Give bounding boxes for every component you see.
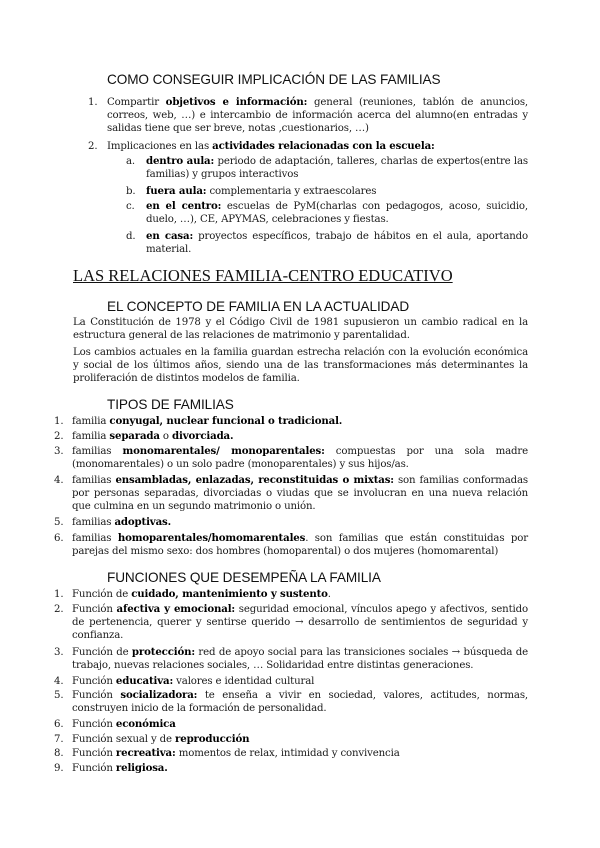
item-text: son familias conformadas por personas separadas, divorciadas o viudas que se involucran en una nueva relación que culmina en un segundo matrimonio o unión. — [72, 475, 528, 513]
item-bold: divorciada. — [172, 430, 234, 442]
item-bold: en casa: — [146, 230, 194, 242]
item-bold: recreativa: — [115, 747, 176, 759]
list-item — [54, 588, 528, 601]
list-item — [54, 516, 528, 529]
section-title-funciones: FUNCIONES QUE DESEMPEÑA LA FAMILIA — [107, 570, 381, 585]
item-number: 7. — [54, 734, 64, 745]
item-number: 1. — [54, 416, 64, 427]
item-bold: afectiva y emocional: — [116, 603, 236, 615]
item-number: 5. — [54, 690, 64, 701]
section-title-relaciones: LAS RELACIONES FAMILIA-CENTRO EDUCATIVO — [73, 266, 453, 285]
item-text: familias — [72, 533, 118, 544]
item-text: Función — [72, 748, 116, 759]
list-item — [54, 474, 528, 514]
item-number: 1. — [88, 97, 98, 108]
item-bold: homoparentales/homomarentales — [117, 532, 306, 544]
list-item — [126, 230, 528, 256]
item-text: Función — [72, 676, 116, 687]
section-title-implicacion: COMO CONSEGUIR IMPLICACIÓN DE LAS FAMILIAS — [107, 72, 441, 87]
item-letter: a. — [126, 156, 136, 167]
item-bold: fuera aula: — [146, 185, 207, 197]
item-number: 6. — [54, 719, 64, 730]
concepto-para-1: La Constitución de 1978 y el Código Civil de 1981 supusieron un cambio radical en la estructura general de las relaciones de matrimonio y parentalidad. — [73, 317, 528, 342]
item-bold: protección: — [131, 646, 195, 658]
item-bold: adoptivas. — [114, 516, 172, 528]
section-title-concepto: EL CONCEPTO DE FAMILIA EN LA ACTUALIDAD — [107, 299, 410, 314]
list-item — [54, 415, 528, 428]
item-bold: religiosa. — [115, 762, 168, 774]
item-text: seguridad emocional, vínculos apego y afectivos, sentido de pertenencia, querer y sentirse querido → desarrollo de sentimientos de seguridad y confianza. — [72, 604, 528, 642]
item-number: 4. — [54, 475, 64, 486]
item-text: Función — [72, 690, 121, 701]
item-bold: cuidado, mantenimiento y sustento — [131, 588, 328, 600]
item-bold: separada — [109, 430, 160, 442]
item-bold: socializadora: — [120, 689, 198, 701]
list-item — [54, 445, 528, 471]
item-text: . — [327, 589, 331, 600]
item-text: Función de — [72, 647, 132, 658]
item-bold: ensambladas, enlazadas, reconstituidas o mixtas: — [115, 474, 394, 486]
list-item — [54, 747, 528, 760]
list-item — [54, 733, 528, 746]
item-text: Función — [72, 604, 117, 615]
item-bold: monomarentales/ monoparentales: — [122, 445, 325, 457]
item-text: Compartir — [107, 97, 166, 108]
item-number: 3. — [54, 647, 64, 658]
item-text: Función — [72, 763, 116, 774]
item-number: 8. — [54, 748, 64, 759]
item-text: Función de — [72, 589, 132, 600]
list-item — [54, 430, 528, 443]
list-item — [88, 96, 528, 136]
list-item — [126, 185, 528, 198]
list-item — [54, 603, 528, 643]
item-text: te enseña a vivir en sociedad, valores, actitudes, normas, construyen inicio de la formación de personalidad. — [72, 690, 529, 715]
list-item — [126, 200, 528, 226]
item-bold: en el centro: — [146, 200, 222, 212]
list-item — [54, 532, 528, 558]
item-number: 5. — [54, 517, 64, 528]
item-text: familias — [72, 517, 115, 528]
item-bold: conyugal, nuclear funcional o tradicional. — [109, 415, 343, 427]
item-letter: c. — [126, 201, 135, 212]
item-text: red de apoyo social para las transiciones sociales → búsqueda de trabajo, nuevas relaciones sociales, … Solidaridad entre distintas generaciones. — [72, 647, 528, 672]
list-item — [54, 675, 528, 688]
item-text: Función — [72, 719, 116, 730]
item-number: 2. — [54, 604, 64, 615]
item-number: 3. — [54, 446, 64, 457]
item-number: 2. — [88, 141, 98, 152]
section-title-tipos: TIPOS DE FAMILIAS — [107, 397, 234, 412]
item-number: 1. — [54, 589, 64, 600]
list-item — [54, 646, 528, 672]
item-bold: dentro aula: — [146, 155, 215, 167]
item-number: 2. — [54, 431, 64, 442]
item-text: escuelas de PyM(charlas con pedagogos, acoso, suicidio, duelo, …), CE, APYMAS, celebraciones y fiestas. — [146, 201, 529, 226]
concepto-para-2: Los cambios actuales en la familia guardan estrecha relación con la evolución económica y social de los últimos años, siendo una de las transformaciones más determinantes la proliferación de distintos modelos de familia. — [73, 347, 528, 385]
item-text: familias — [72, 446, 123, 457]
list-item — [88, 140, 528, 153]
item-text: valores e identidad cultural — [173, 676, 315, 687]
item-text: . son familias que están constituidas por parejas del mismo sexo: dos hombres (homoparental) o dos mujeres (homomarental) — [72, 533, 528, 558]
item-text: periodo de adaptación, talleres, charlas de expertos(entre las familias) y grupos interactivos — [146, 156, 528, 181]
item-text: proyectos específicos, trabajo de hábitos en el aula, aportando material. — [146, 231, 529, 256]
list-item — [54, 718, 528, 731]
item-letter: b. — [126, 186, 136, 197]
item-text: familia — [72, 416, 110, 427]
item-number: 6. — [54, 533, 64, 544]
item-number: 4. — [54, 676, 64, 687]
item-text: Función sexual y de — [72, 734, 176, 745]
item-bold: educativa: — [115, 675, 174, 687]
list-item — [126, 155, 528, 181]
item-text: Implicaciones en las — [107, 141, 213, 152]
item-bold: objetivos e información: — [165, 96, 308, 108]
item-number: 9. — [54, 763, 64, 774]
item-text: momentos de relax, intimidad y convivencia — [175, 748, 400, 759]
item-bold: actividades relacionadas con la escuela: — [212, 140, 435, 152]
item-bold: reproducción — [175, 733, 250, 745]
item-text: familias — [72, 475, 116, 486]
list-item — [54, 762, 528, 775]
item-bold: económica — [115, 718, 176, 730]
list-item — [54, 689, 528, 715]
item-text: familia — [72, 431, 110, 442]
item-text: general (reuniones, tablón de anuncios, correos, web, …) e intercambio de información acerca del alumno(en entradas y salidas tiene que ser breve, notas ,cuestionarios, …) — [107, 97, 529, 135]
item-letter: d. — [126, 231, 136, 242]
item-text: o — [159, 431, 173, 442]
item-text: complementaria y extraescolares — [206, 186, 377, 197]
item-text: compuestas por una sola madre (monomarentales) o un solo padre (monoparentales) y sus hijos/as. — [72, 446, 528, 471]
